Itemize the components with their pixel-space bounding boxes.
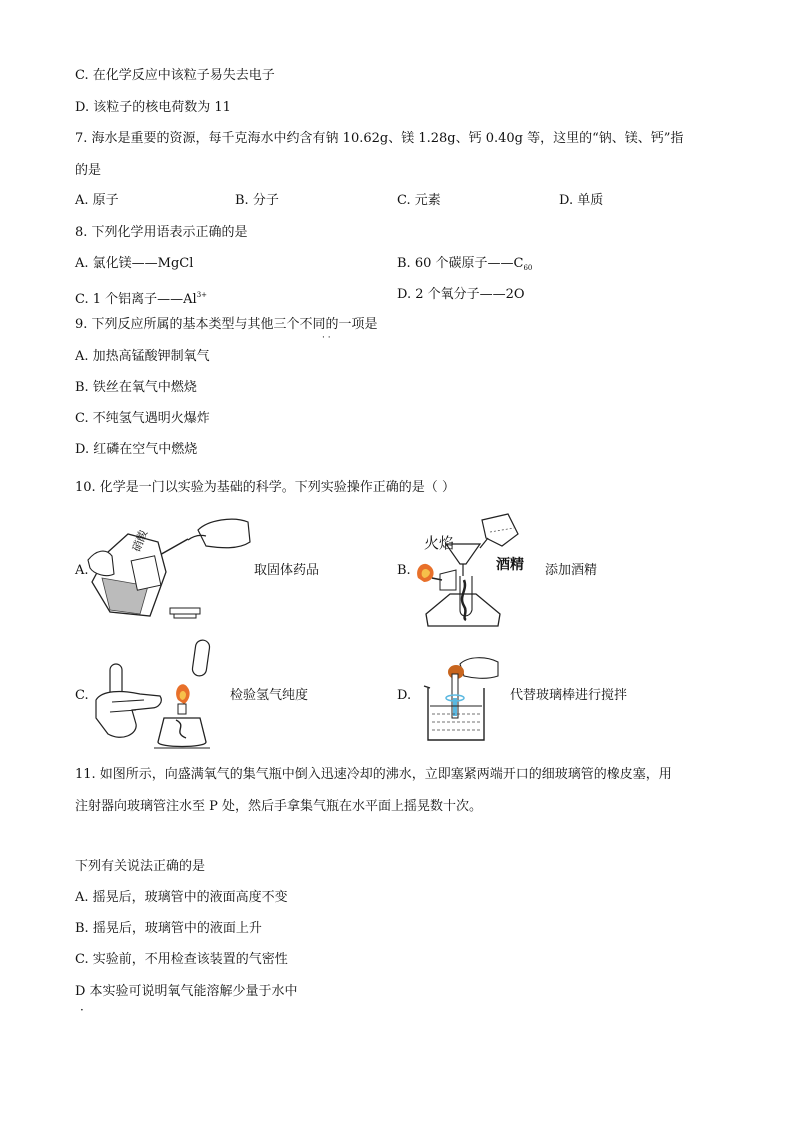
q7-stem-line2: 的是	[75, 163, 102, 178]
q9-option-b: B. 铁丝在氧气中燃烧	[75, 380, 197, 395]
q9-emphasis-dots: · ·	[322, 333, 331, 343]
q11-question: 下列有关说法正确的是	[75, 859, 206, 874]
q7-option-c: C. 元素	[397, 193, 441, 208]
q11-option-b: B. 摇晃后，玻璃管中的液面上升	[75, 921, 262, 936]
q9-option-d: D. 红磷在空气中燃烧	[75, 442, 198, 457]
q10-option-c-caption: 检验氢气纯度	[230, 688, 309, 703]
q6-option-d: D. 该粒子的核电荷数为 11	[75, 100, 231, 115]
q9-option-a: A. 加热高锰酸钾制氧气	[75, 349, 210, 364]
q8-option-c	[75, 286, 207, 309]
q7-stem-line1: 7. 海水是重要的资源，每千克海水中约含有钠 10.62g、镁 1.28g、钙 0.40g 等，这里的“钠、镁、钙”指	[75, 131, 684, 146]
q10-option-d-caption: 代替玻璃棒进行搅拌	[510, 688, 628, 703]
q7-option-d: D. 单质	[559, 193, 604, 208]
q10-option-a-figure	[88, 512, 253, 624]
q11-option-a: A. 摇晃后，玻璃管中的液面高度不变	[75, 890, 288, 905]
q8-option-c-superscript: 3+	[196, 291, 208, 299]
q8-option-a: A. 氯化镁——MgCl	[75, 256, 194, 271]
q10-option-a-caption: 取固体药品	[254, 563, 320, 578]
q9-stem: 9. 下列反应所属的基本类型与其他三个不同的一项是	[75, 317, 378, 332]
q10-figure-bottle-label: 硝酸	[129, 528, 151, 554]
q11-stem-line2: 注射器向玻璃管注水至 P 处，然后手拿集气瓶在水平面上摇晃数十次。	[75, 799, 483, 814]
q10-stem: 10. 化学是一门以实验为基础的科学。下列实验操作正确的是（ ）	[75, 480, 455, 495]
q10-figure-alcohol-label: 酒精	[496, 557, 524, 573]
q10-option-c-figure	[92, 638, 222, 754]
q8-option-b-text: B. 60 个碳原子——C	[397, 256, 524, 271]
q8-option-b	[397, 255, 532, 277]
q6-option-c: C. 在化学反应中该粒子易失去电子	[75, 68, 275, 83]
q11-option-c: C. 实验前，不用检查该装置的气密性	[75, 952, 288, 967]
q7-option-a: A. 原子	[75, 193, 119, 208]
q10-option-b-caption: 添加酒精	[545, 563, 598, 578]
q11-stem-line1: 11. 如图所示，向盛满氧气的集气瓶中倒入迅速冷却的沸水，立即塞紧两端开口的细玻璃管的橡皮塞，用	[75, 767, 672, 782]
q10-figure-flame-label: 火焰	[424, 534, 455, 552]
q7-option-b: B. 分子	[235, 193, 279, 208]
q8-stem: 8. 下列化学用语表示正确的是	[75, 225, 248, 240]
q8-option-c-text: C. 1 个铝离子——Al	[75, 292, 197, 307]
q10-option-d-letter: D.	[397, 688, 412, 703]
q10-option-a-letter: A.	[75, 563, 89, 578]
q9-option-c: C. 不纯氢气遇明火爆炸	[75, 411, 210, 426]
q10-option-c-letter: C.	[75, 688, 89, 703]
q8-option-d: D. 2 个氧分子——2O	[397, 287, 525, 302]
q8-option-b-subscript: 60	[523, 264, 533, 272]
q11-option-d: D 本实验可说明氧气能溶解少量于水中	[75, 984, 298, 999]
q10-option-d-figure	[420, 654, 500, 746]
q11-trailing-mark: ·	[80, 1003, 84, 1017]
q10-option-b-letter: B.	[397, 563, 411, 578]
